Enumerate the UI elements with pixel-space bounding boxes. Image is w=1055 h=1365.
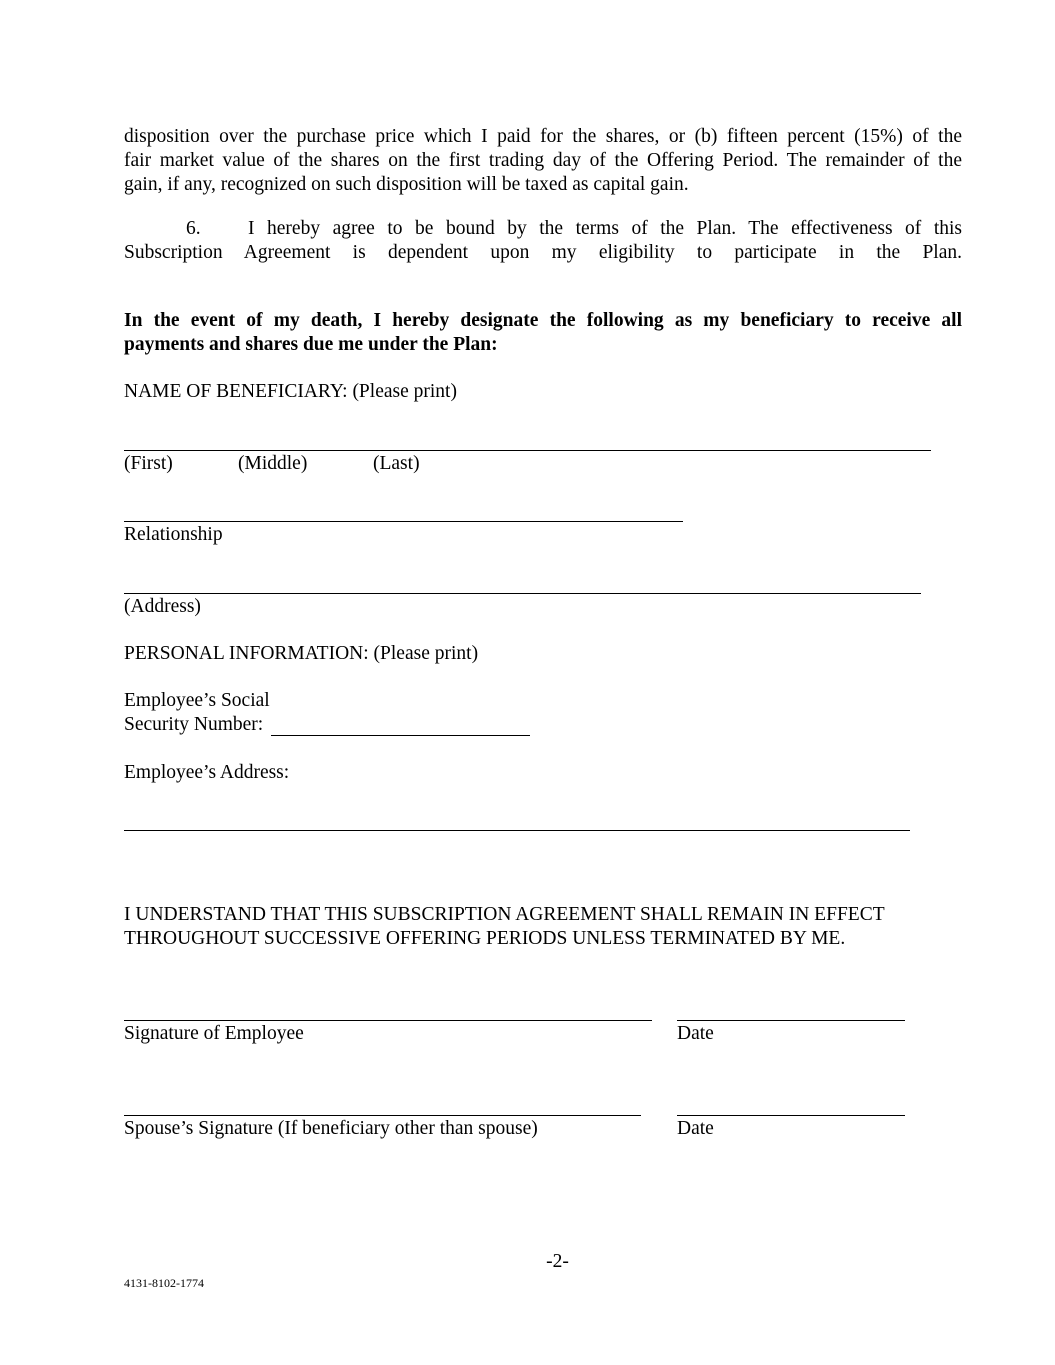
beneficiary-designation-line-2: payments and shares due me under the Plan:	[124, 334, 498, 355]
paragraph-6-line-1	[124, 217, 962, 241]
beneficiary-address-label: (Address)	[124, 596, 201, 617]
beneficiary-designation-line-1: In the event of my death, I hereby designate the following as my beneficiary to receive all	[124, 310, 962, 331]
employee-date-line[interactable]	[677, 1020, 905, 1021]
page-number: -2-	[546, 1251, 569, 1272]
ssn-input-line[interactable]	[271, 735, 530, 736]
personal-info-heading: PERSONAL INFORMATION: (Please print)	[124, 643, 479, 664]
employee-date-label: Date	[677, 1023, 714, 1044]
relationship-line[interactable]	[124, 521, 683, 522]
beneficiary-name-line[interactable]	[124, 450, 931, 451]
paragraph-tax-line-1: disposition over the purchase price which I paid for the shares, or (b) fifteen percent (15%) of the	[124, 126, 962, 147]
employee-signature-label: Signature of Employee	[124, 1023, 304, 1044]
notice-line-1: I UNDERSTAND THAT THIS SUBSCRIPTION AGREEMENT SHALL REMAIN IN EFFECT	[124, 904, 885, 925]
paragraph-6-number: 6.	[186, 218, 201, 239]
spouse-date-line[interactable]	[677, 1115, 905, 1116]
spouse-signature-label: Spouse’s Signature (If beneficiary other than spouse)	[124, 1118, 538, 1139]
paragraph-tax-line-3: gain, if any, recognized on such disposition will be taxed as capital gain.	[124, 174, 689, 195]
paragraph-6-text-1: I hereby agree to be bound by the terms of the Plan. The effectiveness of this	[248, 218, 962, 239]
ssn-label-line-2: Security Number:	[124, 714, 264, 735]
employee-address-line[interactable]	[124, 830, 910, 831]
employee-address-label: Employee’s Address:	[124, 762, 290, 783]
paragraph-6-line-2: Subscription Agreement is dependent upon my eligibility to participate in the Plan.	[124, 242, 962, 263]
beneficiary-heading: NAME OF BENEFICIARY: (Please print)	[124, 381, 457, 402]
spouse-signature-line[interactable]	[124, 1115, 641, 1116]
middle-name-label: (Middle)	[238, 453, 308, 474]
first-name-label: (First)	[124, 453, 173, 474]
notice-line-2: THROUGHOUT SUCCESSIVE OFFERING PERIODS UNLESS TERMINATED BY ME.	[124, 928, 846, 949]
paragraph-tax-line-2: fair market value of the shares on the first trading day of the Offering Period. The remainder of the	[124, 150, 962, 171]
spouse-date-label: Date	[677, 1118, 714, 1139]
relationship-label: Relationship	[124, 524, 223, 545]
document-id: 4131-8102-1774	[124, 1276, 204, 1290]
ssn-label-line-1: Employee’s Social	[124, 690, 270, 711]
last-name-label: (Last)	[373, 453, 420, 474]
beneficiary-address-line[interactable]	[124, 593, 921, 594]
employee-signature-line[interactable]	[124, 1020, 652, 1021]
